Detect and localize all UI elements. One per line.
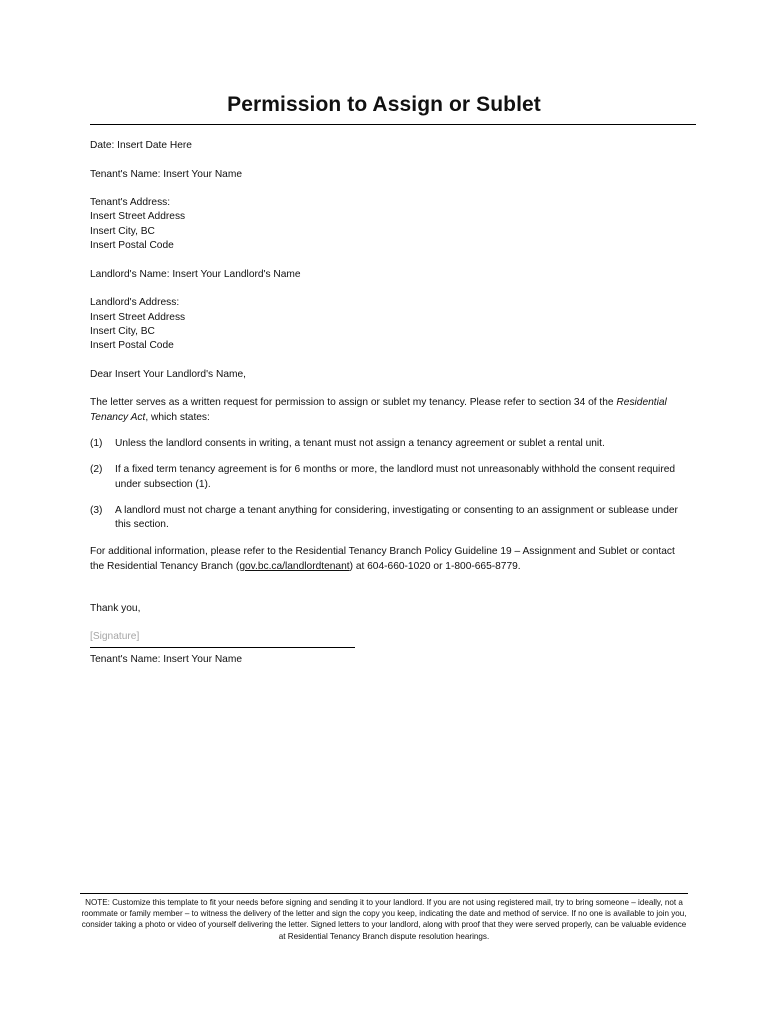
rtb-website-link[interactable]: gov.bc.ca/landlordtenant [239, 560, 350, 572]
note-footer: NOTE: Customize this template to fit your needs before signing and sending it to your landlord. If you are not using registered mail, try to bring someone – ideally, not a roommate or family member – to witness the delivery of the letter and sign the copy you keep, indicating the date and method of service. If no one is available to join you, consider taking a photo or video of yourself delivering the letter. Signed letters to your landlord, along with proof that they were served properly, can be valuable evidence at Residential Tenancy Branch dispute resolution hearings. [81, 898, 687, 941]
list-item-number: (2) [90, 464, 103, 476]
tenant-address-postal: Insert Postal Code [90, 240, 174, 252]
landlord-address-city: Insert City, BC [90, 325, 155, 337]
note-divider [80, 893, 688, 894]
list-item-text: A landlord must not charge a tenant anything for considering, investigating or consenting to an assignment or sublease under this section. [115, 504, 678, 531]
act-name: Residential Tenancy Act [90, 397, 667, 423]
list-item [90, 504, 690, 533]
landlord-name-line: Landlord's Name: Insert Your Landlord's Name [90, 268, 301, 280]
salutation: Dear Insert Your Landlord's Name, [90, 368, 246, 380]
additional-info-text: For additional information, please refer to the Residential Tenancy Branch Policy Guideline 19 – Assignment and Sublet or contact the Residential Tenancy Branch ( [90, 546, 675, 572]
list-item-text: Unless the landlord consents in writing, a tenant must not assign a tenancy agreement or sublet a rental unit. [115, 437, 605, 449]
tenant-address-block [90, 196, 690, 253]
letter-body [90, 139, 690, 667]
closing: Thank you, [90, 603, 141, 615]
signature-placeholder: [Signature] [90, 631, 140, 643]
list-item-number: (1) [90, 437, 103, 449]
tenant-address-label: Tenant's Address: [90, 197, 171, 209]
intro-suffix: , which states: [145, 411, 210, 423]
date-line: Date: Insert Date Here [90, 140, 192, 151]
intro-paragraph [90, 396, 690, 425]
tenant-name-line: Tenant's Name: Insert Your Name [90, 168, 243, 180]
tenant-address-city: Insert City, BC [90, 225, 155, 237]
list-item [90, 463, 690, 492]
list-item-number: (3) [90, 504, 103, 516]
list-item [90, 437, 690, 451]
list-item-text: If a fixed term tenancy agreement is for 6 months or more, the landlord must not unreasonably withhold the consent required under subsection (1). [115, 464, 676, 490]
signature-line [90, 647, 355, 648]
tenant-address-street: Insert Street Address [90, 211, 186, 223]
additional-info-paragraph [90, 545, 690, 574]
landlord-address-street: Insert Street Address [90, 311, 186, 323]
document-title: Permission to Assign or Sublet [227, 93, 541, 116]
additional-info-suffix: ) at 604-660-1020 or 1-800-665-8779. [349, 560, 521, 572]
landlord-address-block [90, 296, 690, 353]
title-divider [90, 124, 696, 125]
landlord-address-postal: Insert Postal Code [90, 340, 174, 352]
signature-name-line: Tenant's Name: Insert Your Name [90, 653, 243, 665]
intro-text: The letter serves as a written request for permission to assign or sublet my tenancy. Please refer to section 34 of the [90, 397, 617, 409]
landlord-address-label: Landlord's Address: [90, 297, 180, 309]
